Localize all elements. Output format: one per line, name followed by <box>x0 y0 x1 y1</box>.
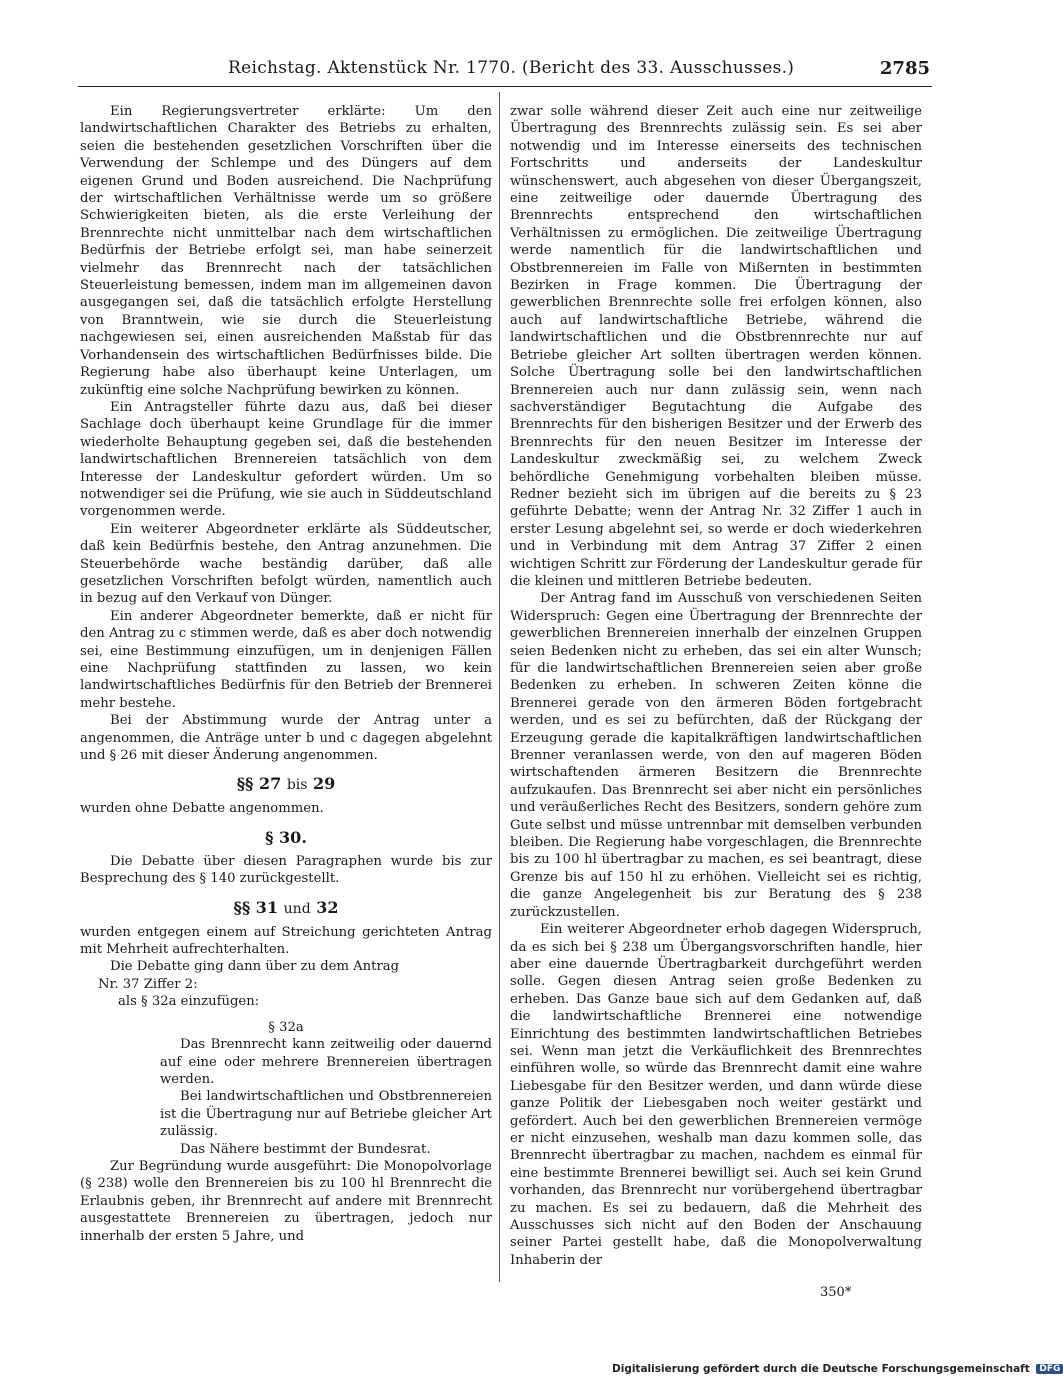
header-rule <box>78 86 932 87</box>
paragraph: Die Debatte über diesen Paragraphen wurde bis zur Besprechung des § 140 zurückgestellt. <box>80 853 492 887</box>
footer-text: Digitalisierung gefördert durch die Deutsche Forschungsgemeinschaft <box>612 1363 1030 1375</box>
column-divider <box>499 92 500 1282</box>
motion-instruction: als § 32a einzufügen: <box>118 994 260 1010</box>
section-heading-30: § 30. <box>265 827 307 847</box>
section-connector: bis <box>286 777 308 794</box>
paragraph: Bei der Abstimmung wurde der Antrag unter a angenommen, die Anträge unter b und c dagegen abgelehnt und § 26 mit dieser Änderung angenommen. <box>80 713 492 764</box>
paragraph: Ein anderer Abgeordneter bemerkte, daß er nicht für den Antrag zu c stimmen werde, daß es aber doch notwendig sei, eine Bestimmung einzufügen, um in denjenigen Fällen eine Nachprüfung stattfinden zu lassen, wo kein landwirtschaftliches Bedürfnis für den Betrieb der Brennerei mehr bestehe. <box>80 608 492 711</box>
left-column <box>80 103 492 1245</box>
paragraph: wurden ohne Debatte angenommen. <box>80 801 324 817</box>
right-column <box>510 103 922 1269</box>
signature-mark: 350* <box>820 1285 852 1300</box>
section-connector: und <box>283 900 311 917</box>
section-heading-31-32 <box>80 896 492 921</box>
paragraph: Ein Regierungsvertreter erklärte: Um den landwirtschaftlichen Charakter des Betriebs zu erhalten, seien die bestehenden gesetzlichen Vorschriften über die Verwendung der Schlempe und des Düngers auf dem eigenen Grund und Boden ausreichend. Die Nachprüfung der wirtschaftlichen Verhältnisse werde um so größere Schwierigkeiten bieten, als die erste Verleihung der Brennrechte nicht unmittelbar nach dem wirtschaftlichen Bedürfnis der Betriebe erfolgt sei, man habe seinerzeit vielmehr das Brennrecht nach der tatsächlichen Steuerleistung bemessen, indem man im allgemeinen davon ausgegangen sei, daß die tatsächlich erfolgte Herstellung von Branntwein, wie sie durch die Steuerleistung nachgewiesen sei, einen ausreichenden Maßstab für das Vorhandensein des wirtschaftlichen Bedürfnisses bilde. Die Regierung habe also überhaupt keine Unterlagen, um zukünftig eine solche Nachprüfung bewirken zu können. <box>80 104 492 398</box>
paragraph: Ein weiterer Abgeordneter erklärte als Süddeutscher, daß kein Bedürfnis bestehe, den Antrag anzunehmen. Die Steuerbehörde wache beständig darüber, daß alle gesetzlichen Vorschriften befolgt würden, namentlich auch in bezug auf den Verkauf von Dünger. <box>80 521 492 607</box>
paragraph: zwar solle während dieser Zeit auch eine nur zeitweilige Übertragung des Brennrechts zulässig sein. Es sei aber notwendig und im Interesse einerseits des technischen Fortschritts und anderseits der Landeskultur wünschenswert, auch abgesehen von dieser Übergangszeit, eine zeitweilige oder dauernde Übertragung des Brennrechts entsprechend den wirtschaftlichen Verhältnissen zu ermöglichen. Die zeitweilige Übertragung werde namentlich für die landwirtschaftlichen und Obstbrennereien im Falle von Mißernten in bestimmten Bezirken in Frage kommen. Die Übertragung der gewerblichen Brennrechte solle frei erfolgen können, also auch auf landwirtschaftliche Betriebe, während die landwirtschaftlichen und die Obstbrennrechte nur auf Betriebe gleicher Art sollten übertragen werden können. Solche Übertragung solle bei den landwirtschaftlichen Brennereien auch nur dann zulässig sein, wenn nach sachverständiger Begutachtung die Aufgabe des Brennrechts für den bisherigen Besitzer und der Erwerb des Brennrechts für den neuen Besitzer im Interesse der Landeskultur zweckmäßig sei, zu welchem Zweck behördliche Genehmigung vorbehalten bleiben müsse. Redner bezieht sich im übrigen auf die bereits zu § 23 geführte Debatte; wenn der Antrag Nr. 32 Ziffer 1 auch in erster Lesung abgelehnt sei, so werde er doch wiederkehren und in Verbindung mit dem Antrag 37 Ziffer 2 einen wichtigen Schritt zur Förderung der Landeskultur gerade für die kleinen und mittleren Betriebe bedeuten. <box>510 104 922 589</box>
paragraph: Zur Begründung wurde ausgeführt: Die Monopolvorlage (§ 238) wolle den Brennereien bis zu 100 hl Brennrecht die Erlaubnis geben, ihr Brennrecht auf andere mit Brennrecht ausgestattete Brennereien zu übertragen, jedoch nur innerhalb der ersten 5 Jahre, und <box>80 1158 492 1244</box>
paragraph: Der Antrag fand im Ausschuß von verschiedenen Seiten Widerspruch: Gegen eine Übertragung der Brennrechte der gewerblichen Brennereien innerhalb der einzelnen Gruppen seien Bedenken nicht zu erheben, das sei ein alter Wunsch; für die landwirtschaftlichen Brennereien seien aber große Bedenken zu erheben. In schweren Zeiten könne die Brennerei gerade von den ärmeren Böden fortgebracht werden, und es sei zu befürchten, daß der Rückgang der Erzeugung gerade die kapitalkräftigen landwirtschaftlichen Brenner veranlassen werde, von den auf mageren Böden wirtschaftenden ärmeren Besitzern die Brennrechte aufzukaufen. Das Brennrecht sei aber nicht ein persönliches und veräußerliches Recht des Besitzers, sondern gehöre zum Gute selbst und müsse untrennbar mit demselben verbunden bleiben. Die Regierung habe vorgeschlagen, die Brennrechte bis zu 100 hl übertragbar zu machen, es sei beantragt, diese Grenze bis auf 150 hl zu erhöhen. Vielleicht sei es richtig, die ganze Angelegenheit bis zur Beratung des § 238 zurückzustellen. <box>510 591 922 920</box>
page-header <box>80 58 930 84</box>
section-number: §§ 31 <box>233 897 279 917</box>
section-number: 29 <box>313 774 336 794</box>
paragraph: Ein weiterer Abgeordneter erhob dagegen Widerspruch, da es sich bei § 238 um Übergangsvorschriften handle, hier aber eine dauernde Übertragbarkeit durchgeführt werden solle. Gegen diesen Antrag seien große Bedenken zu erheben. Das Ganze baue sich auf dem Gedanken auf, daß die landwirtschaftliche Brennerei eine notwendige Einrichtung des bestimmten landwirtschaftlichen Betriebes sei. Wenn man jetzt die Verkäuflichkeit des Brennrechtes einführen wolle, so würde das Brennrecht damit eine wahre Liebesgabe für den Besitzer werden, und dann würde diese ganze Politik der Liebesgaben noch weiter gestärkt und gefördert. Auch bei den gewerblichen Brennereien vermöge er nicht einzusehen, weshalb man dazu kommen solle, das Brennrecht übertragbar zu machen, nachdem es einmal für eine bestimmte Brennerei bewilligt sei. Auch sei kein Grund vorhanden, das Brennrecht nur vorübergehend übertragbar zu machen. Es sei zu bedauern, daß die Mehrheit des Ausschusses sich nicht auf den Boden der Anschauung seiner Partei gestellt habe, daß die Monopolverwaltung Inhaberin der <box>510 922 922 1268</box>
dfg-logo-icon: DFG <box>1036 1364 1063 1374</box>
quoted-paragraph: Bei landwirtschaftlichen und Obstbrennereien ist die Übertragung nur auf Betriebe gleicher Art zulässig. <box>160 1089 492 1140</box>
section-number: 32 <box>316 897 339 917</box>
paragraph: Die Debatte ging dann über zu dem Antrag <box>110 959 400 975</box>
digitization-footer <box>612 1363 1063 1375</box>
quoted-paragraph: Das Brennrecht kann zeitweilig oder dauernd auf eine oder mehrere Brennereien übertragen werden. <box>160 1037 492 1087</box>
quoted-section-heading: § 32a <box>268 1019 304 1035</box>
paragraph: Ein Antragsteller führte dazu aus, daß bei dieser Sachlage doch überhaupt keine Grundlage für die immer wiederholte Behauptung gegeben sei, daß die bestehenden landwirtschaftlichen Brennereien tatsächlich von dem Interesse der Landeskultur gefordert würden. Um so notwendiger sei die Prüfung, wie sie auch in Süddeutschland vorgenommen werde. <box>80 399 492 520</box>
running-title: Reichstag. Aktenstück Nr. 1770. (Bericht des 33. Ausschusses.) <box>228 58 795 78</box>
page-number: 2785 <box>879 58 930 79</box>
section-heading-27-29 <box>80 772 492 797</box>
section-number: §§ 27 <box>236 774 282 794</box>
quoted-paragraph: Das Nähere bestimmt der Bundesrat. <box>180 1141 431 1157</box>
paragraph: wurden entgegen einem auf Streichung gerichteten Antrag mit Mehrheit aufrechterhalten. <box>80 924 492 958</box>
motion-reference: Nr. 37 Ziffer 2: <box>98 976 198 992</box>
